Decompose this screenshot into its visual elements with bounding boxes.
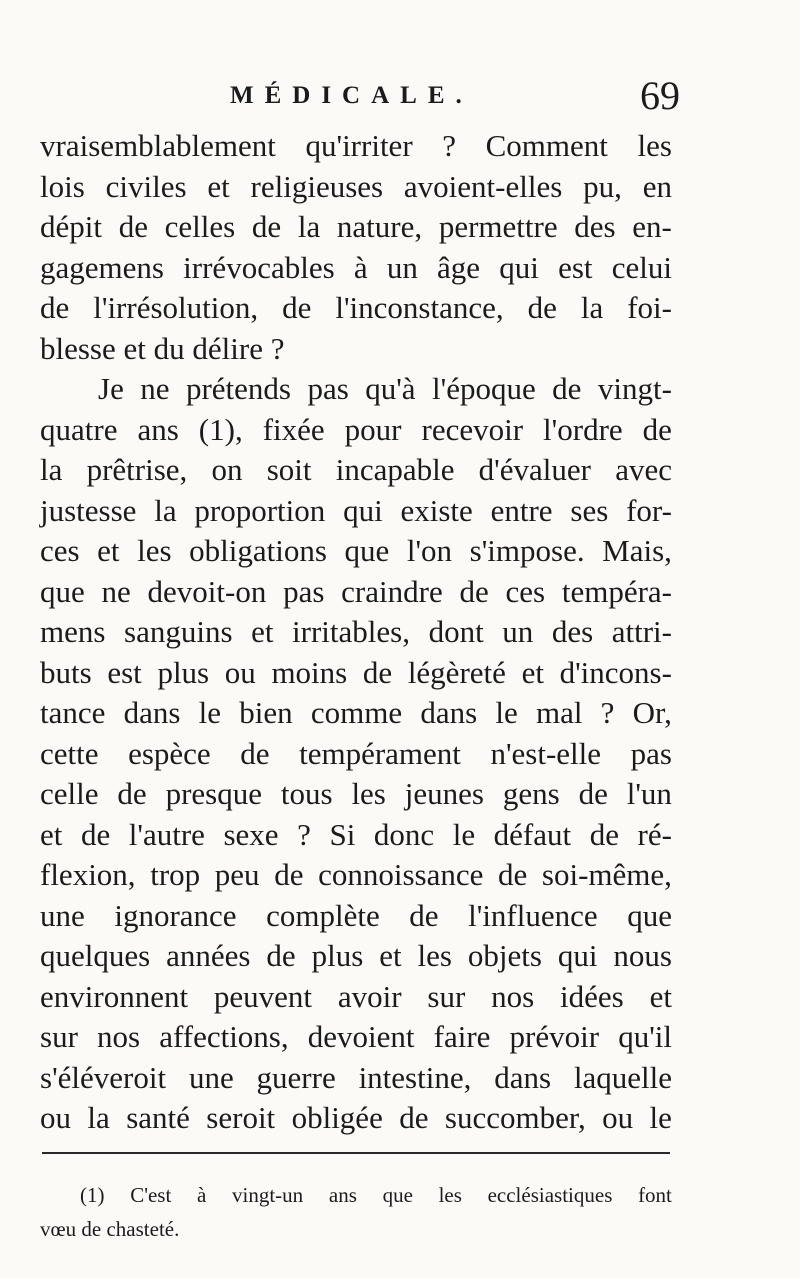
word: peuvent [213,978,313,1014]
word: pu, [583,168,622,204]
word: sur [40,1019,78,1054]
word: ou [224,654,256,690]
word: l'irrésolution, [93,290,259,325]
word: que [344,533,390,568]
word: à [197,1183,207,1207]
text-line [40,1017,672,1058]
word: et [521,654,544,690]
word: tance [40,695,106,730]
word: devoit-on [147,573,267,609]
body-text [40,126,672,1139]
word: civiles [105,168,187,204]
text-line [40,207,672,248]
word: obligée [291,1100,383,1135]
word: une [188,1059,234,1095]
word: les [351,776,386,811]
word: ans [137,411,179,447]
text-line: blesse et du délire ? [40,330,285,366]
text-line [40,896,672,937]
word: de [80,816,111,852]
word: de [642,411,672,447]
text-line [40,774,672,815]
word: le [198,695,222,730]
word: un [386,249,418,285]
word: Mais, [602,533,672,568]
word: s'éléveroit [40,1059,167,1095]
word: et [649,978,672,1014]
word: pas [307,371,349,406]
word: qu'il [618,1019,672,1054]
word: n'est-elle [490,735,602,771]
paragraph-start-line [40,369,672,410]
word: l'époque [432,371,536,406]
word: ou [602,1100,634,1135]
word: la [580,290,604,325]
word: avoir [337,978,402,1014]
word: qui [499,249,539,285]
word: environnent [40,978,189,1014]
word: ans [328,1183,357,1207]
word: soit [266,452,312,487]
word: plus [311,938,364,973]
text-line [40,815,672,856]
word: tempéra- [561,573,672,609]
word: irrévocables [183,249,335,285]
text-line [40,167,672,208]
word: guerre [256,1059,336,1095]
word: attri- [611,614,672,649]
text-line [40,1098,672,1139]
word: foi- [627,290,672,325]
word: de [409,897,439,933]
word: est [107,654,142,690]
word: mal [535,695,583,730]
word: légèreté [407,654,506,690]
word: C'est [130,1183,172,1207]
text-line [40,288,672,329]
word: de [40,290,70,325]
word: Si [329,816,356,852]
word: jeunes [404,776,484,811]
text-line [40,612,672,653]
word: la [297,209,321,244]
word: idées [560,978,624,1014]
word: ecclésiastiques [487,1183,613,1207]
word: de [240,735,270,771]
word: espèce [128,735,211,771]
word: à [353,249,368,285]
word: dont [428,614,484,649]
word: ou [40,1100,71,1135]
word: permettre [438,209,558,244]
word: le [495,695,518,730]
word: vingt- [597,371,672,406]
word: ré- [637,816,672,852]
word: donc [373,816,435,852]
word: for- [626,492,672,528]
word: gens [502,776,560,811]
word: trop [150,857,201,892]
word: justesse [40,492,137,528]
word: de [552,371,582,406]
word: que [382,1183,413,1207]
word: vingt-un [232,1183,304,1207]
word: Comment [485,128,608,163]
footnote-rule [42,1152,670,1154]
word: ne [140,371,170,406]
word: de [578,776,608,811]
word: santé [126,1100,190,1135]
word: l'ordre [543,411,623,447]
word: années [166,938,251,973]
word: laquelle [573,1059,672,1095]
word: Je [98,371,124,406]
word: le [649,1100,672,1135]
word: obligations [189,533,327,568]
text-line [40,977,672,1018]
word: succomber, [444,1100,586,1135]
word: et [251,614,274,649]
word: entre [490,492,553,528]
word: l'inconstance, [335,290,504,325]
word: mens [40,614,106,649]
word: dans [494,1059,552,1095]
word: ces [40,533,80,568]
word: qu'irriter [305,128,413,163]
word: s'impose. [469,533,585,568]
word: d'évaluer [478,452,591,487]
text-line [40,936,672,977]
text-line [40,248,672,289]
word: de [274,857,304,892]
word: prêtrise, [86,452,188,487]
word: est [558,249,593,285]
word: peu [214,857,260,892]
word: âge [437,249,481,285]
word: et [207,168,230,204]
word: religieuses [250,168,384,204]
text-line [40,531,672,572]
word: ? [297,816,311,852]
word: ces [505,573,546,609]
word: l'influence [468,897,598,933]
text-line [40,653,672,694]
text-line [40,693,672,734]
word: faire [433,1019,491,1054]
word: fixée [262,411,325,447]
word: de [251,209,282,244]
word: irritables, [292,614,410,649]
word: presque [165,776,262,811]
word: dépit [40,209,102,244]
word: plus [157,654,210,690]
word: de [498,857,528,892]
word: soi-même, [541,857,672,892]
word: quatre [40,411,118,447]
word: bien [239,695,293,730]
word: de [266,938,296,973]
word: ? [600,695,615,730]
word: que [627,897,672,933]
word: l'autre [128,816,205,852]
word: prévoir [509,1019,600,1054]
text-line [40,734,672,775]
word: affections, [159,1019,289,1054]
text-line [40,126,672,167]
word: de [589,816,619,852]
word: tous [280,776,333,811]
word: intestine, [358,1059,472,1095]
word: pas [283,573,325,609]
word: qu'à [365,371,416,406]
word: l'on [406,533,453,568]
word: nature, [336,209,423,244]
word: incapable [335,452,455,487]
word: moins [271,654,348,690]
word: recevoir [421,411,524,447]
word: craindre [341,573,443,609]
word: comme [310,695,403,730]
word: proportion [194,492,326,528]
word: nos [97,1019,141,1054]
word: nous [613,938,672,973]
word: de [459,573,489,609]
word: celui [611,249,672,285]
word: existe [400,492,473,528]
footnote [40,1178,672,1246]
footnote-line [40,1178,672,1212]
word: avoient-elles [403,168,563,204]
word: devoient [307,1019,415,1054]
page-number: 69 [640,73,680,118]
word: d'incons- [559,654,672,690]
word: le [452,816,476,852]
word: de [117,776,147,811]
word: pas [630,735,672,771]
word: flexion, [40,857,136,892]
word: Or, [632,695,672,730]
word: en [642,168,672,204]
word: ignorance [114,897,237,933]
word: sexe [223,816,279,852]
word: font [638,1183,672,1207]
text-line [40,410,672,451]
word: de [282,290,312,325]
footnote-line: vœu de chasteté. [40,1217,180,1241]
word: connoissance [318,857,484,892]
word: sanguins [124,614,233,649]
word: qui [343,492,383,528]
word: cette [40,735,99,771]
word: avec [615,452,672,487]
text-line [40,1058,672,1099]
word: l'un [626,776,672,811]
word: la [154,492,177,528]
word: seroit [206,1100,276,1135]
page-header [40,72,680,132]
word: la [40,452,63,487]
word: ? [442,128,457,163]
word: des [551,614,594,649]
running-head: MÉDICALE. [230,82,473,109]
word: la [87,1100,110,1135]
word: on [211,452,243,487]
word: dans [420,695,478,730]
text-line [40,450,672,491]
word: de [118,209,148,244]
text-line [40,491,672,532]
word: de [399,1100,429,1135]
word: et [379,938,402,973]
word: lois [40,168,85,204]
word: et [40,816,63,852]
word: les [438,1183,462,1207]
word: pour [344,411,402,447]
word: que [40,573,85,609]
word: quelques [40,938,151,973]
word: qui [557,938,598,973]
word: les [137,533,172,568]
word: les [417,938,452,973]
word: et [97,533,120,568]
word: ses [570,492,609,528]
word: celle [40,776,99,811]
word: des [574,209,616,244]
word: (1) [80,1183,105,1207]
word: en- [632,209,672,244]
word: une [40,897,85,933]
word: (1), [198,411,243,447]
word: vraisemblablement [40,128,276,163]
word: dans [123,695,181,730]
word: complète [266,897,380,933]
word: nos [491,978,535,1014]
word: sur [427,978,466,1014]
word: de [362,654,393,690]
word: les [637,128,672,163]
word: de [527,290,557,325]
text-line [40,855,672,896]
word: défaut [493,816,572,852]
word: un [502,614,534,649]
word: tempérament [299,735,461,771]
word: gagemens [40,249,164,285]
word: objets [467,938,542,973]
word: celles [164,209,236,244]
word: buts [40,654,92,690]
word: prétends [185,371,291,406]
word: ne [101,573,131,609]
text-line [40,572,672,613]
